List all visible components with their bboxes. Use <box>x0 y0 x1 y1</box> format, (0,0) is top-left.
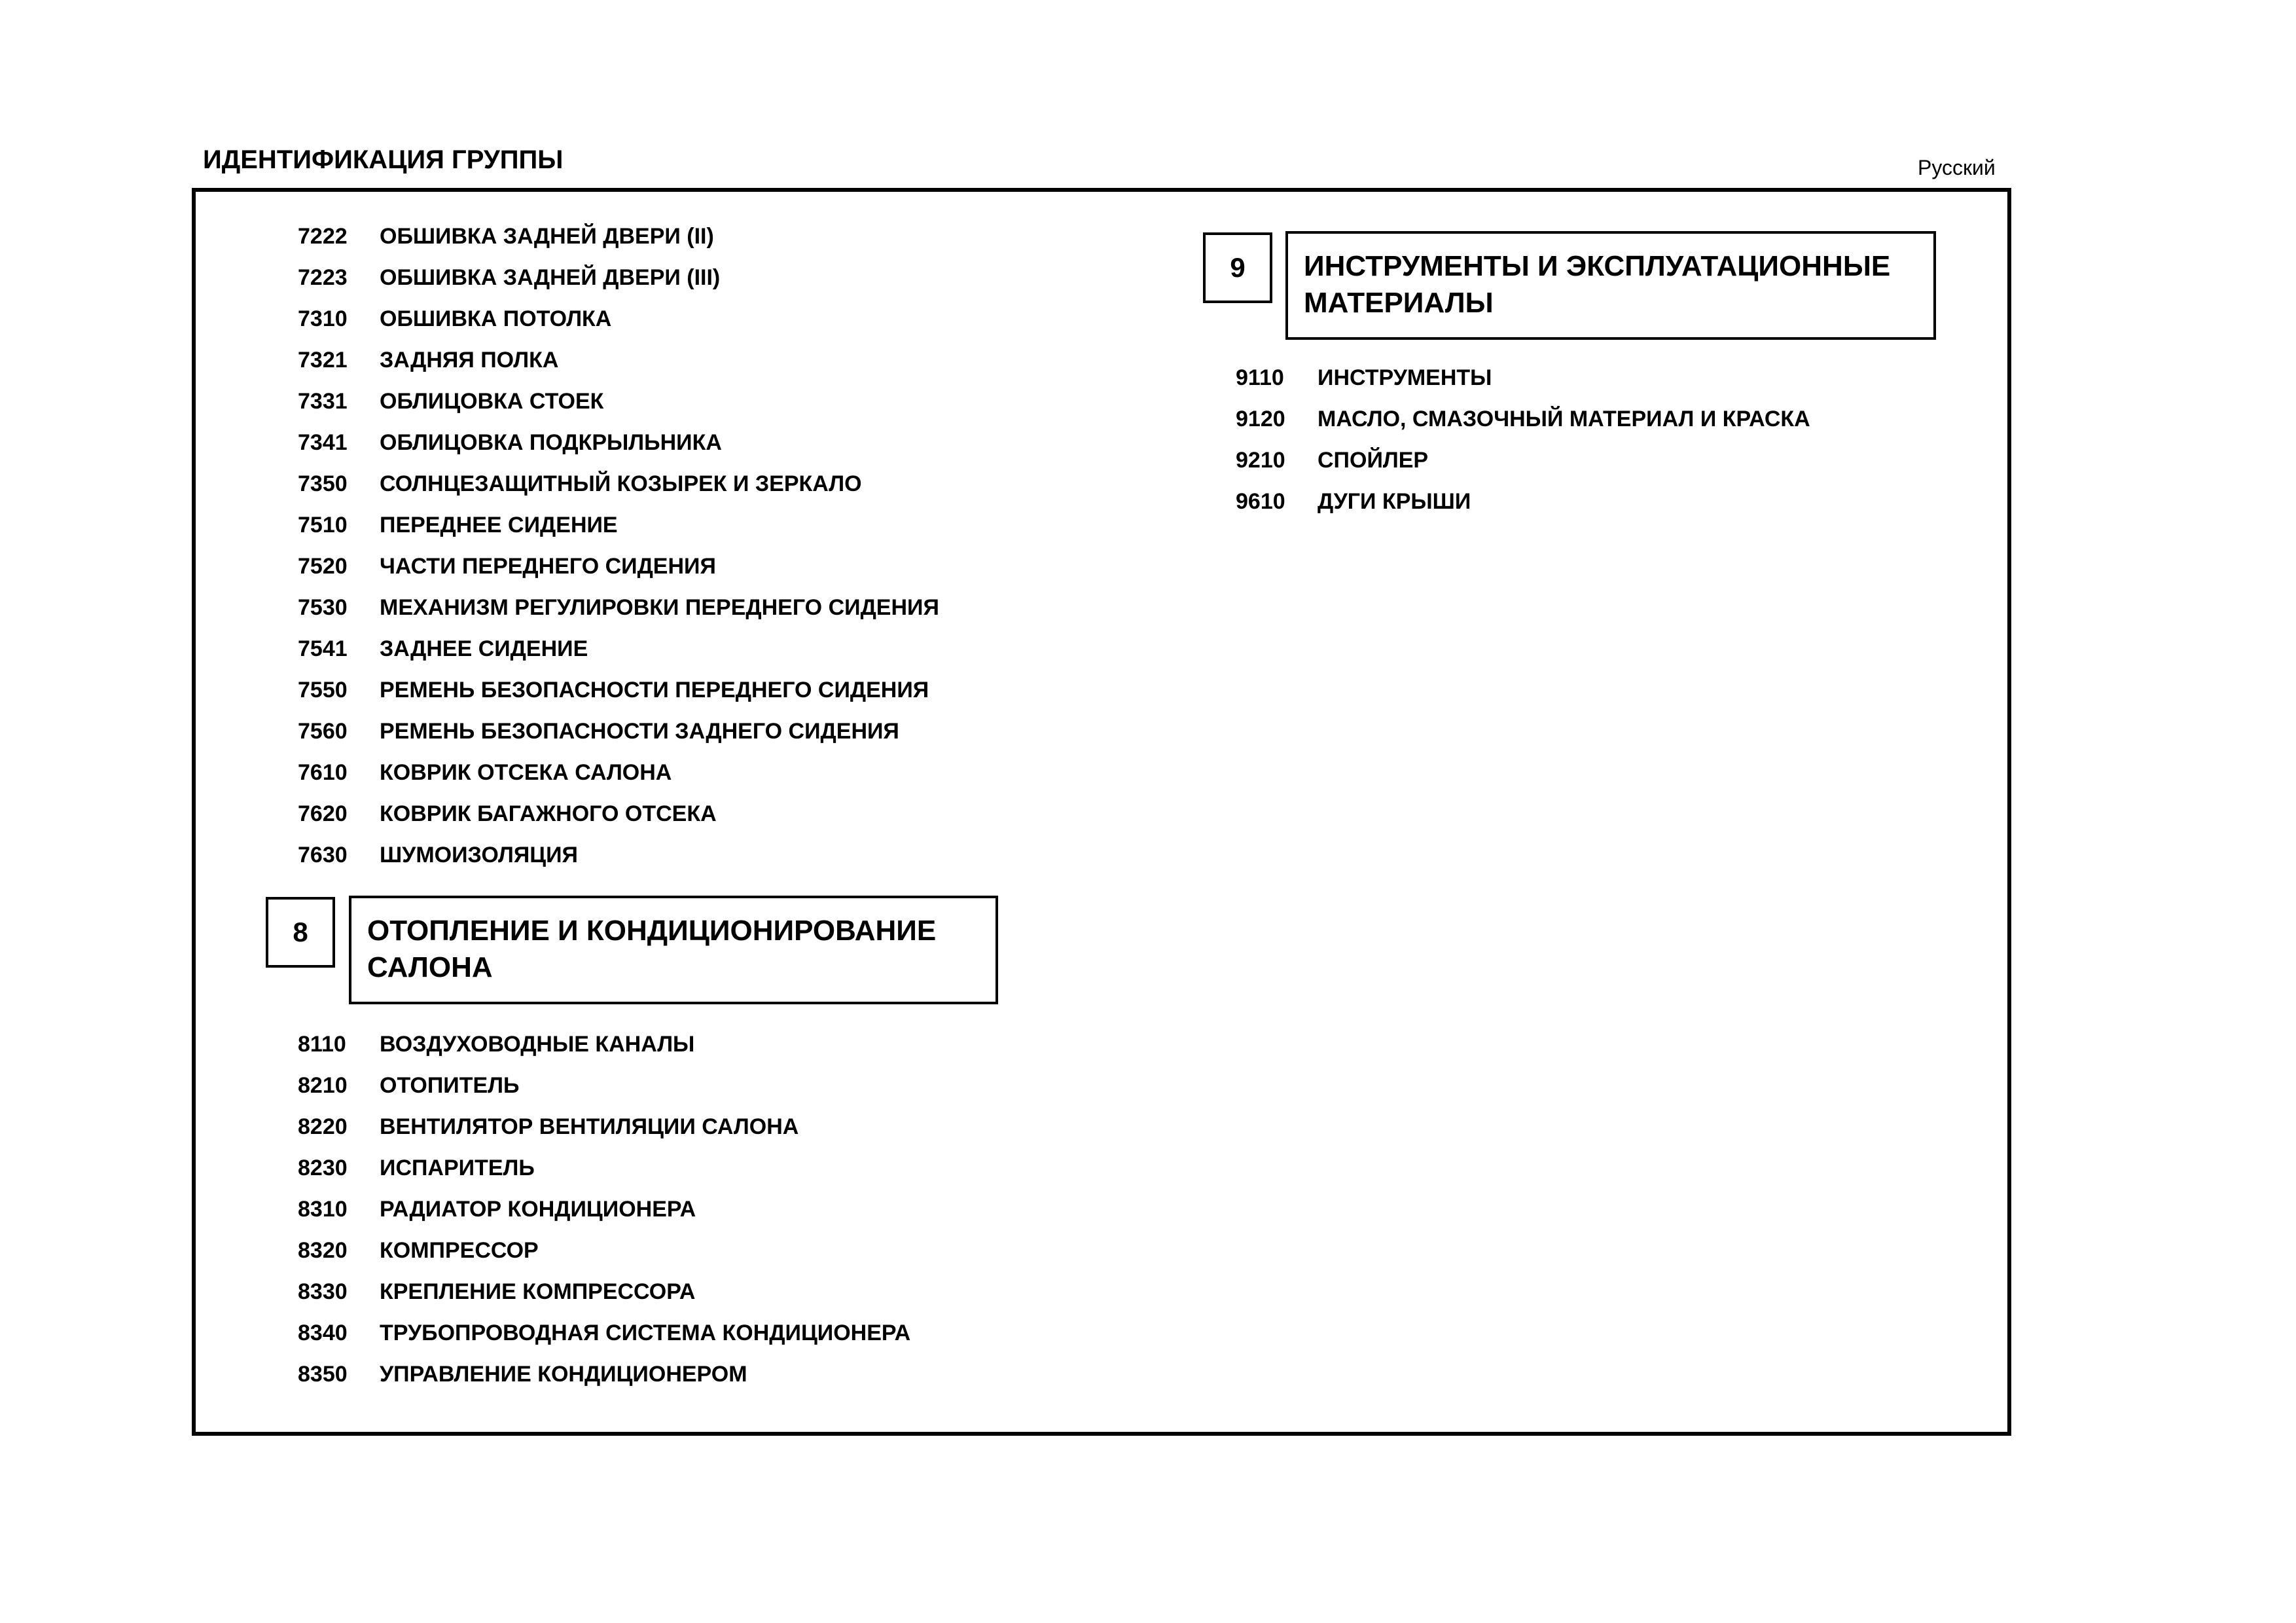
item-label: РАДИАТОР КОНДИЦИОНЕРА <box>380 1197 696 1222</box>
item-label: КОВРИК БАГАЖНОГО ОТСЕКА <box>380 801 717 826</box>
item-code: 9610 <box>1236 489 1285 514</box>
item-label: ОБЛИЦОВКА ПОДКРЫЛЬНИКА <box>380 430 722 455</box>
item-code: 7321 <box>298 348 348 373</box>
item-code: 8230 <box>298 1156 348 1180</box>
item-label: ЗАДНЯЯ ПОЛКА <box>380 348 559 373</box>
item-label: ОБШИВКА ПОТОЛКА <box>380 306 612 331</box>
item-label: КРЕПЛЕНИЕ КОМПРЕССОРА <box>380 1279 696 1304</box>
item-label: ТРУБОПРОВОДНАЯ СИСТЕМА КОНДИЦИОНЕРА <box>380 1321 911 1345</box>
item-code: 7560 <box>298 719 348 744</box>
item-code: 7541 <box>298 636 348 661</box>
item-label: ШУМОИЗОЛЯЦИЯ <box>380 843 578 867</box>
group-8-number-box <box>266 897 335 968</box>
group-9-title-box <box>1285 231 1936 340</box>
item-label: РЕМЕНЬ БЕЗОПАСНОСТИ ЗАДНЕГО СИДЕНИЯ <box>380 719 899 744</box>
item-code: 7620 <box>298 801 348 826</box>
item-code: 7510 <box>298 513 348 538</box>
item-label: РЕМЕНЬ БЕЗОПАСНОСТИ ПЕРЕДНЕГО СИДЕНИЯ <box>380 678 929 702</box>
item-code: 9110 <box>1236 365 1284 390</box>
group-8-title-line1: ОТОПЛЕНИЕ И КОНДИЦИОНИРОВАНИЕ <box>367 915 937 947</box>
item-code: 7630 <box>298 843 348 867</box>
item-label: МЕХАНИЗМ РЕГУЛИРОВКИ ПЕРЕДНЕГО СИДЕНИЯ <box>380 595 939 620</box>
item-code: 7341 <box>298 430 348 455</box>
item-code: 9120 <box>1236 407 1285 431</box>
item-label: КОМПРЕССОР <box>380 1238 539 1263</box>
item-label: ЧАСТИ ПЕРЕДНЕГО СИДЕНИЯ <box>380 554 716 579</box>
item-label: МАСЛО, СМАЗОЧНЫЙ МАТЕРИАЛ И КРАСКА <box>1318 407 1810 431</box>
group-8-number: 8 <box>293 917 308 947</box>
item-code: 9210 <box>1236 448 1285 473</box>
item-code: 7350 <box>298 471 348 496</box>
item-code: 7223 <box>298 265 348 290</box>
item-code: 8110 <box>298 1032 346 1057</box>
page-title: ИДЕНТИФИКАЦИЯ ГРУППЫ <box>203 145 564 174</box>
item-code: 8340 <box>298 1321 348 1345</box>
item-code: 7610 <box>298 760 348 785</box>
group-9-title-line1: ИНСТРУМЕНТЫ И ЭКСПЛУАТАЦИОННЫЕ <box>1304 250 1891 282</box>
group-9-title-line2: МАТЕРИАЛЫ <box>1304 287 1494 319</box>
group-8-title-box <box>349 896 998 1004</box>
item-label: ОБЛИЦОВКА СТОЕК <box>380 389 604 414</box>
item-code: 8310 <box>298 1197 348 1222</box>
item-code: 8320 <box>298 1238 348 1263</box>
item-code: 7530 <box>298 595 348 620</box>
item-label: ИСПАРИТЕЛЬ <box>380 1156 535 1180</box>
item-label: ВЕНТИЛЯТОР ВЕНТИЛЯЦИИ САЛОНА <box>380 1114 799 1139</box>
item-label: ОТОПИТЕЛЬ <box>380 1073 520 1098</box>
item-label: СОЛНЦЕЗАЩИТНЫЙ КОЗЫРЕК И ЗЕРКАЛО <box>380 471 862 496</box>
item-label: ПЕРЕДНЕЕ СИДЕНИЕ <box>380 513 618 538</box>
item-label: ИНСТРУМЕНТЫ <box>1318 365 1492 390</box>
item-label: СПОЙЛЕР <box>1318 448 1429 473</box>
item-label: ОБШИВКА ЗАДНЕЙ ДВЕРИ (II) <box>380 224 714 249</box>
item-code: 8350 <box>298 1362 348 1387</box>
item-code: 7550 <box>298 678 348 702</box>
item-code: 7331 <box>298 389 348 414</box>
item-code: 7520 <box>298 554 348 579</box>
item-code: 8210 <box>298 1073 348 1098</box>
item-code: 7222 <box>298 224 348 249</box>
item-code: 8220 <box>298 1114 348 1139</box>
item-label: ЗАДНЕЕ СИДЕНИЕ <box>380 636 588 661</box>
item-code: 8330 <box>298 1279 348 1304</box>
item-label: УПРАВЛЕНИЕ КОНДИЦИОНЕРОМ <box>380 1362 747 1387</box>
language-label: Русский <box>1918 156 1996 179</box>
item-label: ДУГИ КРЫШИ <box>1318 489 1471 514</box>
group-8-title-line2: САЛОНА <box>367 951 493 983</box>
item-label: ВОЗДУХОВОДНЫЕ КАНАЛЫ <box>380 1032 695 1057</box>
group-9-number: 9 <box>1230 252 1246 283</box>
item-label: КОВРИК ОТСЕКА САЛОНА <box>380 760 672 785</box>
group-9-number-box <box>1203 232 1272 303</box>
item-label: ОБШИВКА ЗАДНЕЙ ДВЕРИ (III) <box>380 265 721 290</box>
item-code: 7310 <box>298 306 348 331</box>
